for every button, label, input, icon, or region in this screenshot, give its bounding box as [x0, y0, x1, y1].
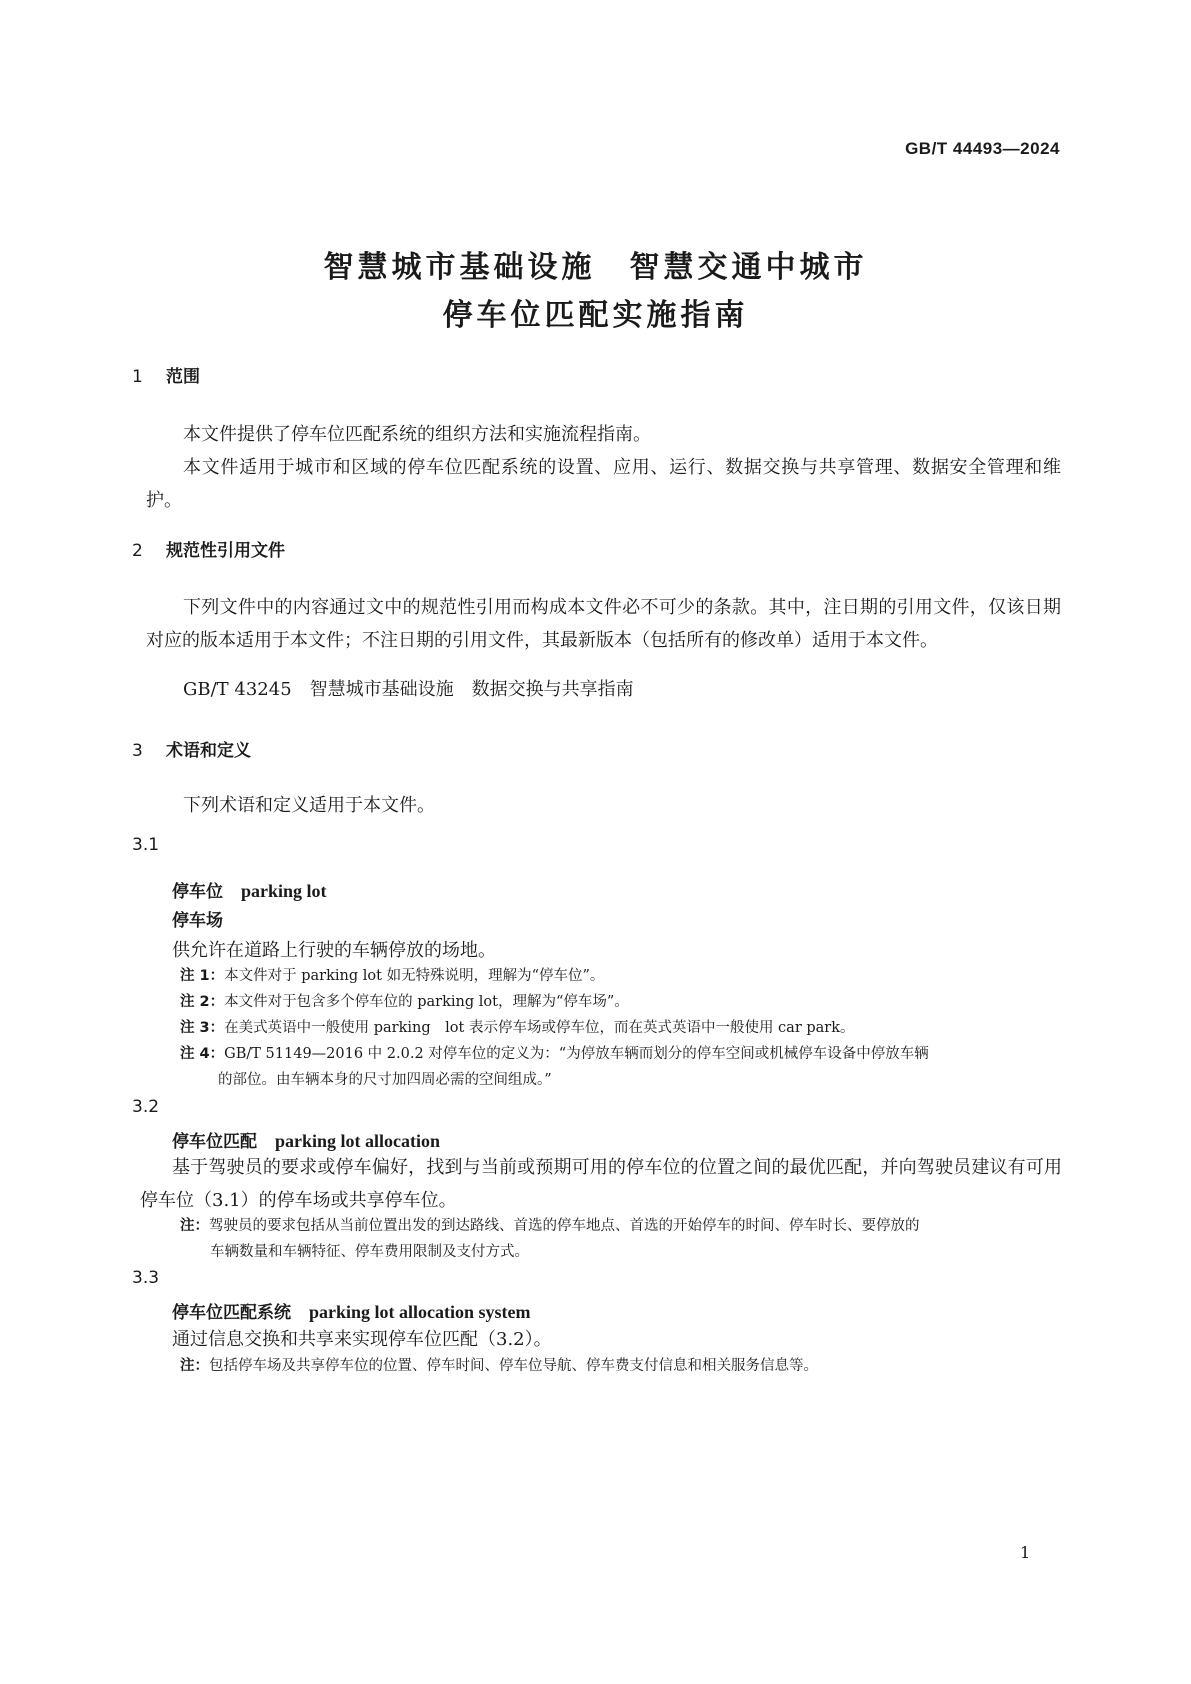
term-3-3-note	[180, 1353, 1062, 1379]
term-chinese: 停车位匹配系统	[172, 1303, 291, 1323]
document-title-line-1: 智慧城市基础设施 智慧交通中城市	[323, 250, 868, 285]
document-title-line-2: 停车位匹配实施指南	[442, 298, 749, 333]
note-text-continued: 的部位。由车辆本身的尺寸加四周必需的空间组成。”	[218, 1072, 552, 1088]
term-chinese: 停车位匹配	[172, 1132, 257, 1152]
term-number-3-2: 3.2	[132, 1097, 160, 1117]
section-title: 术语和定义	[166, 741, 251, 761]
section-title: 规范性引用文件	[166, 541, 285, 561]
note-label: 注 2：	[180, 994, 225, 1010]
section-1-heading	[132, 362, 200, 387]
section-2-paragraph-1: 下列文件中的内容通过文中的规范性引用而构成本文件必不可少的条款。其中，注日期的引用文件，仅该日期对应的版本适用于本文件；不注日期的引用文件，其最新版本（包括所有的修改单）适用于本文件。	[146, 597, 1061, 651]
section-number: 1	[132, 367, 143, 387]
section-number: 2	[132, 541, 143, 561]
term-3-2-definition: 基于驾驶员的要求或停车偏好，找到与当前或预期可用的停车位的位置之间的最优匹配，并向驾驶员建议有可用停车位（3.1）的停车场或共享停车位。	[140, 1157, 1062, 1211]
term-3-2-note	[180, 1213, 1062, 1265]
note-text: 本文件对于包含多个停车位的 parking lot，理解为“停车场”。	[224, 994, 629, 1010]
note-text: 本文件对于 parking lot 如无特殊说明，理解为“停车位”。	[224, 968, 605, 984]
term-chinese: 停车位	[172, 882, 223, 902]
section-1-paragraph-2: 本文件适用于城市和区域的停车位匹配系统的设置、应用、运行、数据交换与共享管理、数据安全管理和维护。	[146, 457, 1061, 511]
term-3-1-note-4	[180, 1041, 1062, 1093]
term-english: parking lot allocation system	[309, 1302, 531, 1322]
note-label: 注 1：	[180, 968, 225, 984]
term-3-1-note-2	[180, 989, 1062, 1015]
term-3-3-definition: 通过信息交换和共享来实现停车位匹配（3.2）。	[172, 1329, 552, 1350]
term-3-1-alternative: 停车场	[172, 911, 223, 931]
term-3-1-note-1	[180, 963, 1062, 989]
note-text: 驾驶员的要求包括从当前位置出发的到达路线、首选的停车地点、首选的开始停车的时间、停车时长、要停放的	[209, 1218, 920, 1234]
note-label: 注 3：	[180, 1020, 225, 1036]
note-text: 包括停车场及共享停车位的位置、停车时间、停车位导航、停车费支付信息和相关服务信息等。	[209, 1358, 818, 1374]
term-3-1-note-3	[180, 1015, 1062, 1041]
section-3-intro: 下列术语和定义适用于本文件。	[183, 795, 435, 816]
section-3-heading	[132, 736, 251, 761]
section-number: 3	[132, 741, 143, 761]
note-label: 注：	[180, 1218, 209, 1234]
note-label: 注：	[180, 1358, 209, 1374]
note-text-continued: 车辆数量和车辆特征、停车费用限制及支付方式。	[210, 1244, 529, 1260]
term-number-3-1: 3.1	[132, 835, 160, 855]
note-label: 注 4：	[180, 1046, 225, 1062]
term-english: parking lot allocation	[275, 1131, 441, 1151]
section-2-heading	[132, 536, 285, 561]
normative-reference: GB/T 43245 智慧城市基础设施 数据交换与共享指南	[183, 679, 634, 700]
page-number: 1	[1020, 1543, 1031, 1562]
note-text: GB/T 51149—2016 中 2.0.2 对停车位的定义为：“为停放车辆而划分的停车空间或机械停车设备中停放车辆	[224, 1046, 929, 1062]
standard-code: GB/T 44493—2024	[905, 139, 1060, 158]
term-3-1	[172, 877, 327, 902]
section-title: 范围	[166, 367, 200, 387]
section-1-paragraph-1: 本文件提供了停车位匹配系统的组织方法和实施流程指南。	[183, 424, 651, 445]
term-english: parking lot	[241, 881, 327, 901]
term-number-3-3: 3.3	[132, 1268, 160, 1288]
term-3-2	[172, 1127, 440, 1152]
note-text: 在美式英语中一般使用 parking lot 表示停车场或停车位，而在英式英语中一般使用 car park。	[224, 1020, 855, 1036]
term-3-1-definition: 供允许在道路上行驶的车辆停放的场地。	[172, 940, 496, 961]
term-3-3	[172, 1298, 531, 1323]
